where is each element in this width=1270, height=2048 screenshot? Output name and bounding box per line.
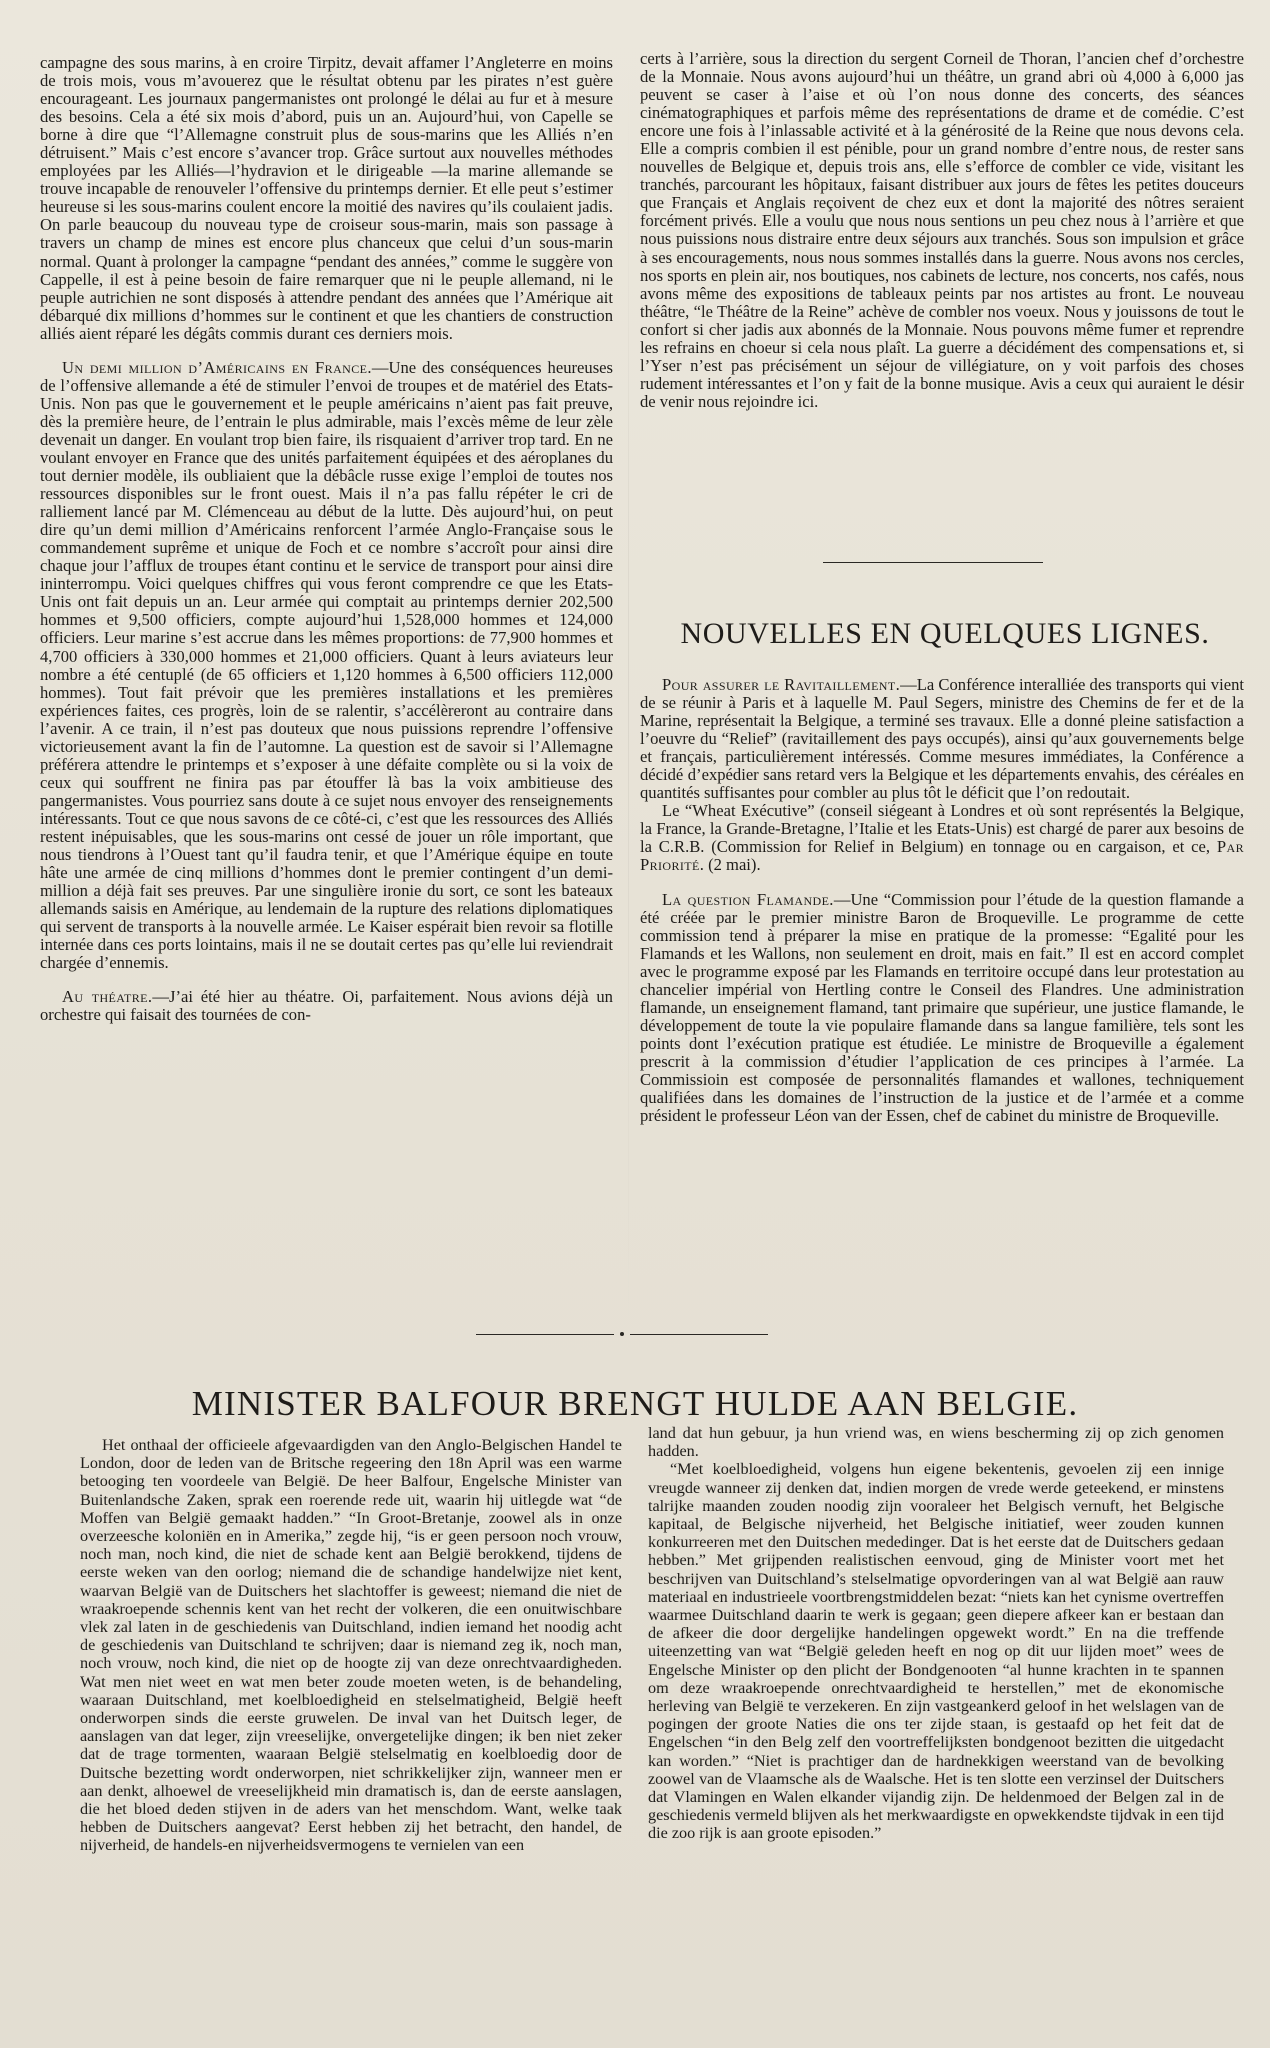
french-right-column-news: [640, 676, 1244, 1316]
supply-lead: Pour assurer le Ravitaillement.: [662, 675, 901, 694]
page-fold-shadow: [628, 52, 629, 1342]
supply-paragraph: [640, 676, 1244, 802]
americans-paragraph: [40, 359, 613, 973]
dutch-right-column: [648, 1424, 1224, 2024]
dutch-left-column: [80, 1436, 622, 2036]
theatre-paragraph: [40, 988, 613, 1024]
theatre-lead: Au théatre.: [62, 987, 153, 1007]
balfour-headline: MINISTER BALFOUR BRENGT HULDE AAN BELGIE.: [191, 1384, 1079, 1424]
americans-body: —Une des conséquences heureuses de l’offensive allemande a été de stimuler l’envoi de troupes et de matériel des Etats-Unis. Non pas que le gouvernement et le peuple américains n’aient pas fait preuve, dès la première heure, de l’entrain le plus admirable, mais l’excès même de leur zèle devenait un danger. En voulant trop bien faire, ils risquaient d’arriver trop tard. En ne voulant envoyer en France que des unités parfaitement équipées et des aéroplanes du tout dernier modèle, ils oubliaient que la débâcle russe exige l’emploi de toutes nos ressources disponibles sur le front ouest. Mais il n’a pas fallu répéter le cri de ralliement lancé par M. Clémenceau au début de la lutte. Dès aujourd’hui, on peut dire qu’un demi million d’Américains renforcent l’armée Anglo-Française sous le commandement suprême et unique de Foch et ce nombre s’accroît pour ainsi dire chaque jour l’afflux de troupes étant continu et le service de transport pour ainsi dire ininterrompu. Voici quelques chiffres qui vous feront comprendre ce que les Etats-Unis ont fait depuis un an. Leur armée qui comptait au printemps dernier 202,500 hommes et 9,500 officiers, compte aujourd’hui 1,528,000 hommes et 124,000 officiers. Leur marine s’est accrue dans les mêmes proportions: de 77,900 hommes et 4,700 officiers à 330,000 hommes et 21,000 officiers. Quant à leurs aviateurs leur nombre a été centuplé (de 65 officiers et 1,120 hommes à 6,500 officiers 112,000 hommes). Tout fait prévoir que les premières installations et les premières expériences faites, ces progrès, loin de se ralentir, s’accélèreront au contraire dans l’avenir. A ce train, il n’est pas douteux que nous puissions reprendre l’offensive victorieusement avant la fin de l’automne. La question est de savoir si l’Allemagne préférera attendre le printemps et s’exposer à une défaite complète ou si la voix de ceux qui souffrent ne finira pas par étouffer là bas la voix ambitieuse des pangermanistes. Vous pourriez sans doute à ce sujet nous envoyer des renseignements intéressants. Tout ce que nous savons de ce côté-ci, c’est que les ressources des Alliés restent inépuisables, que les sous-marins ont cessé de jouer un rôle important, que nous tiendrons à l’Ouest tant qu’il faudra tenir, et que l’Amérique équipe en toute hâte une armée de cinq millions d’hommes dont le premier contingent d’un demi-million a déjà fait ses preuves. Par une singulière ironie du sort, ce sont les bateaux allemands saisis en Amérique, au lendemain de la rupture des relations diplomatiques qui servent de transports à la nouvelle armée. Le Kaiser espérait bien revoir sa flotille internée dans ces ports lointains, mais il ne se doutait certes pas qu’elle lui reviendrait chargée d’ennemis.: [40, 357, 613, 973]
french-right-column-top: [640, 50, 1244, 570]
french-left-column: [40, 54, 613, 1314]
wheat-body-a: Le “Wheat Exécutive” (conseil siégeant à Londres et où sont représentés la Belgique, la France, la Grande-Bretagne, l’Italie et les Etats-Unis) est chargé de parer aux besoins de la C.R.B. (Commission for Relief in Belgium) en tonnage ou en cargaison, et ce,: [640, 801, 1244, 857]
theatre-continued-paragraph: certs à l’arrière, sous la direction du sergent Corneil de Thoran, l’ancien chef d’orchestre de la Monnaie. Nous avons aujourd’hui un théâtre, un grand abri où 4,000 à 6,000 jas peuvent se caser à l’aise et où l’on nous donne des concerts, des séances cinématographiques et parfois même des représentations de drame et de comédie. C’est encore une fois à l’inlassable activité et à la générosité de la Reine que nous devons cela. Elle a compris combien il est pénible, pour un grand nombre d’entre nous, de rester sans nouvelles de Belgique et, depuis trois ans, elle s’efforce de combler ce vide, visitant les tranchés, parcourant les hôpitaux, faisant distribuer aux jours de fêtes les petites douceurs que Français et Anglais reçoivent de chez eux et dont la majorité des nôtres seraient forcément privés. Elle a voulu que nous nous sentions un peu chez nous à l’arrière et que nous puissions nous distraire entre deux séjours aux tranchés. Sous son impulsion et grâce à ses encouragements, nous nous sommes installés dans la guerre. Nous avons nos cercles, nos sports en plein air, nos boutiques, nos cabinets de lecture, nos concerts, nos cafés, nous avons même des expositions de tableaux peints par nos artistes au front. Le nouveau théâtre, “le Théâtre de la Reine” achève de combler nos voeux. Nous y jouissons de tout le confort si cher jadis aux abonnés de la Monnaie. Nous pouvons même fumer et reprendre les refrains en choeur si cela nous plaît. La guerre a décidément des compensations et, si l’Yser n’est pas précisément un séjour de villégiature, on y voit parfois des choses rudement intéressantes et l’on y fait de la bonne musique. Avis a ceux qui auraient le désir de venir nous rejoindre ici.: [640, 49, 1244, 411]
flemish-question-paragraph: [640, 891, 1244, 1126]
balfour-paragraph-2: land dat hun gebuur, ja hun vriend was, en wiens bescherming zij op zich genomen hadden.: [648, 1424, 1224, 1461]
flemish-body: —Une “Commission pour l’étude de la question flamande a été créée par le premier ministre Baron de Broqueville. Le programme de cette commission tend à préparer la mise en pratique de la promesse: “Egalité pour les Flamands et les Wallons, non seulement en droit, mais en fait.” Il est en accord complet avec le programme exposé par les Flamands en territoire occupé dans leur protestation au chancelier impérial von Hertling contre le Conseil des Flandres. Une administration flamande, un enseignement flamand, tant primaire que supérieur, une justice flamande, le développement de toute la vie populaire flamande dans sa langue familière, tels sont les points dont l’exécution pratique est étudiée. Le ministre de Broqueville a également prescrit à la commission d’étudier l’application de ces principes à l’armée. La Commissioin est composée de personnalités flamandes et wallones, techniquement qualifiées dans les domaines de l’instruction de la justice et de l’armée et a comme président le professeur Léon van der Essen, chef de cabinet du ministre de Broqueville.: [640, 889, 1244, 1126]
wheat-executive-paragraph: [640, 802, 1244, 874]
balfour-paragraph-1: Het onthaal der officieele afgevaardigden van den Anglo-Belgischen Handel te London, door de leden van de Britsche regeering den 18n April was een warme betooging ten voordeele van België. De heer Balfour, Engelsche Minister van Buitenlandsche Zaken, sprak een roerende rede uit, waarin hij uitlegde wat “de Moffen van België gemaakt hadden.” “In Groot-Bretanje, zoowel als in onze overzeesche koloniën en in Amerika,” zegde hij, “is er geen persoon noch vrouw, noch man, noch kind, die niet de schade kent aan België berokkend, tijdens de eerste weken van den oorlog; niemand die de schandige handelwijze niet kent, waarvan België van de Duitschers het slachtoffer is geweest; niemand die niet de wraakroepende schennis kent van het recht der volkeren, die een onuitwischbare vlek zal laten in de geschiedenis van Duitschland, indien iemand het noodig acht de geschiedenis van Duitschland te schrijven; daar is niemand zeg ik, noch man, noch vrouw, noch kind, die niet op de hoogte zij van deze onrechtvaardigheden. Wat men niet weet en wat men beter zoude moeten weten, is de behandeling, waaraan Duitschland, met koelbloedigheid en stelselmatigheid, België heeft onderworpen sinds die eerste gruwelen. De inval van het Duitsch leger, de aanslagen van dat leger, zijn vreeselijke, onvergetelijke dingen; ik ben niet zeker dat de trage tormenten, waaraan België stelselmatig en koelbloedig door de Duitsche bezetting wordt onderworpen, niet schrikkelijker zijn, wanneer men er aan denkt, alhoewel de vreeselijkheid min dramatisch is, dan de eerste aanslagen, die het bloed deden stijven in de aders van het menschdom. Want, welke taak hebben de Duitschers aangevat? Eerst hebben zij het betracht, den handel, de nijverheid, de handels-en nijverheidsvermogens te vernielen van een: [80, 1436, 622, 1855]
flemish-lead: La question Flamande.: [662, 889, 834, 909]
article-divider: [476, 1333, 768, 1335]
balfour-paragraph-3: “Met koelbloedigheid, volgens hun eigene bekentenis, gevoelen zij een innige vreugde wanneer zij denken dat, indien morgen de vrede werde geteekend, er minstens talrijke maanden zouden noodig zijn vooraleer het Belgisch vernuft, het Belgische kapitaal, de Belgische nijverheid, het Belgische initiatief, weer zouden kunnen konkurreeren met den Duitschen mededinger. Dat is het eerste dat de Duitschers gedaan hebben.” Met grijpenden realistischen eenvoud, ging de Minister voort met het beschrijven van Duitschland’s stelselmatige opvorderingen van al wat België aan rauw materiaal en industrieele voortbrengstmiddelen bezat: “niets kan het cynisme overtreffen waarmee Duitschland daarin te werk is gegaan; geen diepere afkeer kan er bestaan dan de afkeer die door dergelijke handelingen opgewekt wordt.” En na die treffende uiteenzetting van wat “België geleden heeft en nog op dit uur lijden moet” wees de Engelsche Minister op den plicht der Bondgenooten “al hunne krachten in te spannen om deze wraakroepende onrechtvaardigheid te herstellen,” met de ekonomische herleving van België te verzekeren. En zijn vastgeankerd geloof in het welslagen van de pogingen der groote Naties die ons ter zijde staan, is gestaafd op het feit dat de Engelschen “in den Belg zelf den voortreffelijksten bondgenoot bezitten die uitgedacht kan worden.” “Niet is prachtiger dan de hardnekkigen weerstand van de bevolking zoowel van de Vlaamsche als de Waalsche. Het is ten slotte een verzinsel der Duitschers dat Vlamingen en Walen elkander vijandig zijn. De heldenmoed der Belgen zal in de geschiedenis vermeld blijven als het merkwaardigste en opwekkendste tijdvak in een tijd die zoo rijk is aan groote episoden.”: [648, 1460, 1224, 1843]
submarine-paragraph: campagne des sous marins, à en croire Tirpitz, devait affamer l’Angleterre en moins de trois mois, vous m’avouerez que le résultat obtenu par les pirates n’est guère encourageant. Les journaux pangermanistes ont prolongé le délai au fur et à mesure des besoins. Cela a été six mois d’abord, puis un an. Aujourd’hui, von Capelle se borne à dire que “l’Allemagne construit plus de sous-marins que les Alliés n’en détruisent.” Mais c’est encore s’avancer trop. Grâce surtout aux nouvelles méthodes employées par les Alliés—l’hydravion et le dirigeable —la marine allemande se trouve incapable de renouveler l’offensive du printemps dernier. Et elle peut s’estimer heureuse si les sous-marins coulent encore la moitié des navires qu’ils coulaient jadis. On parle beaucoup du nouveau type de croiseur sous-marin, mais son passage à travers un champ de mines est encore plus chanceux que celui d’un sous-marin normal. Quant à prolonger la campagne “pendant des années,” comme le suggère von Cappelle, il est à peine besoin de faire remarquer que ni le peuple allemand, ni le peuple autrichien ne sont disposés à attendre pendant des années que l’Amérique ait débarqué dix millions d’hommes sur le continent et que les chantiers de construction alliés aient réparé les dégâts commis durant ces derniers mois.: [40, 53, 613, 343]
theatre-body: —J’ai été hier au théatre. Oi, parfaitement. Nous avions déjà un orchestre qui faisait des tournées de con-: [40, 987, 613, 1025]
news-brief-heading: NOUVELLES EN QUELQUES LIGNES.: [680, 616, 1210, 650]
americans-lead: Un demi million d’Américains en France.: [62, 357, 372, 377]
priority-caps: Par Priorité: [640, 837, 1244, 875]
wheat-body-b: . (2 mai).: [699, 855, 761, 875]
section-rule: [823, 562, 1043, 563]
supply-body: —La Conférence interalliée des transports qui vient de se réunir à Paris et à laquelle M. Paul Segers, ministre des Chemins de fer et de la Marine, représentait la Belgique, a terminé ses travaux. Elle a donné pleine satisfaction a l’oeuvre du “Relief” (ravitaillement des pays occupés), ainsi qu’aux gouvernements belge et français, particulièrement intéressés. Comme mesures immédiates, la Conférence a décidé d’expédier sans retard vers la Belgique et les départements envahis, des céréales en quantités suffisantes pour combler au plus tôt le déficit que l’on redoutait.: [640, 675, 1244, 803]
